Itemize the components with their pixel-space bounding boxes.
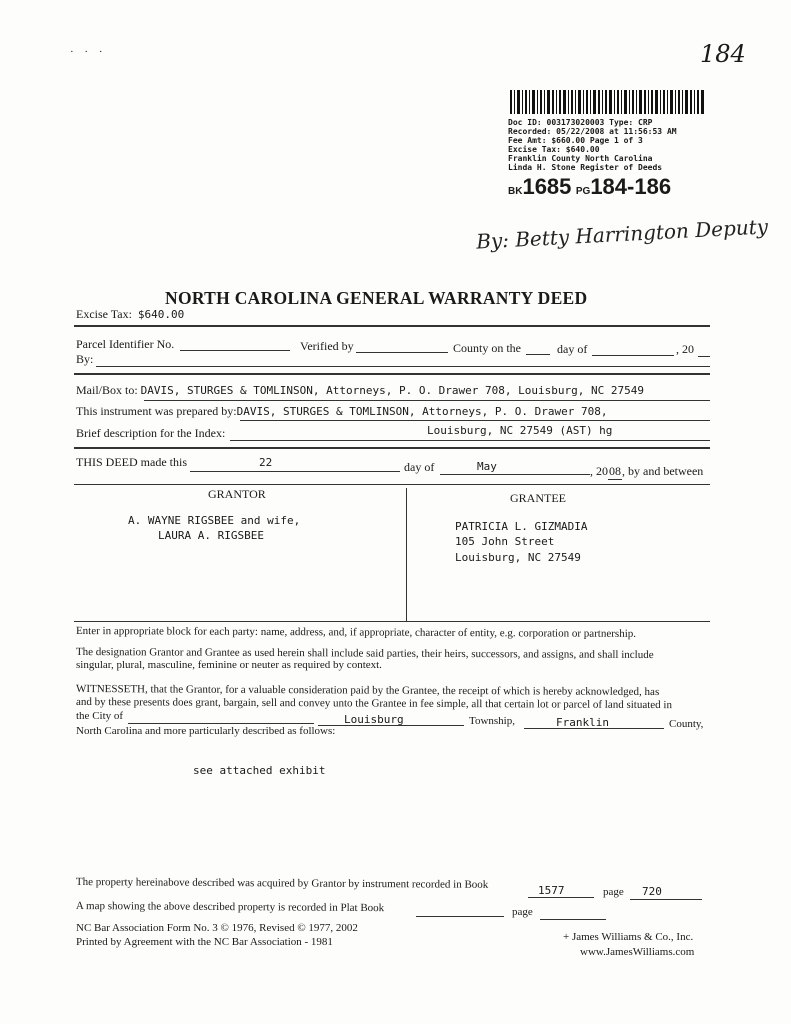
prepared-value-2: Louisburg, NC 27549 (AST) hg	[427, 424, 613, 437]
mail-label: Mail/Box to:	[76, 383, 138, 397]
register-stamp: Linda H. Stone Register of Deeds	[508, 163, 663, 172]
township-value: Louisburg	[344, 713, 404, 726]
printed-by: Printed by Agreement with the NC Bar Association - 1981	[76, 936, 333, 948]
deed-date-suffix: , by and between	[622, 464, 704, 478]
acquired-page: 720	[642, 885, 662, 898]
deed-year-value: 08	[609, 464, 621, 478]
exhibit-note: see attached exhibit	[193, 764, 326, 777]
verified-label: Verified by	[300, 339, 354, 353]
publisher-url: www.JamesWilliams.com	[580, 946, 695, 958]
map-text: A map showing the above described property is recorded in Plat Book	[75, 900, 385, 915]
township-label: Township,	[469, 715, 515, 727]
designation-line-1: The designation Grantor and Grantee as used herein shall include said parties, their heirs, successors, and assigns, and shall include	[75, 646, 654, 662]
county-day-line	[526, 354, 550, 355]
county-label: County on the	[453, 341, 521, 355]
fee-amount: Fee Amt: $660.00 Page 1 of 3	[508, 136, 643, 145]
day-line	[592, 355, 674, 356]
grantor-line-2: LAURA A. RIGSBEE	[158, 529, 264, 542]
prepared-value: DAVIS, STURGES & TOMLINSON, Attorneys, P. O. Drawer 708,	[236, 405, 608, 418]
city-line	[128, 723, 314, 724]
city-label: the City of	[76, 710, 124, 722]
deed-date-prefix: THIS DEED made this	[76, 455, 187, 469]
page-range: 184-186	[590, 174, 672, 199]
deed-month-line	[440, 474, 590, 475]
recording-stamp	[508, 118, 677, 172]
party-divider	[406, 488, 407, 622]
deed-year	[590, 464, 703, 480]
doc-id: Doc ID: 003173020003 Type: CRP	[508, 118, 653, 127]
acquired-text: The property hereinabove described was acquired by Grantor by instrument recorded in Book	[75, 876, 489, 891]
book-page	[508, 174, 671, 200]
divider-parcel	[74, 373, 710, 375]
prepared-line	[240, 420, 710, 421]
map-page-line	[540, 919, 606, 920]
year-label: , 20	[676, 342, 694, 356]
mail-line	[144, 400, 710, 401]
barcode	[508, 88, 706, 116]
witnesseth-line-4: North Carolina and more particularly described as follows:	[76, 725, 336, 737]
pg-label: PG	[575, 186, 591, 197]
grantor-heading: GRANTOR	[208, 487, 266, 501]
day-label: day of	[557, 342, 588, 356]
bk-label: BK	[508, 186, 523, 197]
deed-day: 22	[259, 456, 273, 469]
county-stamp: Franklin County North Carolina	[508, 154, 653, 163]
year-line	[698, 356, 710, 357]
divider-top	[74, 325, 710, 327]
parcel-id-label: Parcel Identifier No.	[76, 337, 175, 351]
form-number: NC Bar Association Form No. 3 © 1976, Revised © 1977, 2002	[76, 922, 358, 934]
deed-day-line	[190, 471, 400, 472]
excise-tax	[76, 307, 184, 322]
witnesseth-line-2: and by these presents does grant, bargain, sell and convey unto the Grantee in fee simple, all that certain lot or parcel of land situated in	[75, 696, 673, 712]
grantee-line-3: Louisburg, NC 27549	[455, 551, 581, 564]
acquired-book: 1577	[538, 884, 565, 897]
acquired-page-line	[630, 899, 702, 900]
by-line	[96, 366, 710, 367]
mail-row	[76, 383, 644, 398]
recorded-date: Recorded: 05/22/2008 at 11:56:53 AM	[508, 127, 677, 136]
deed-month: May	[477, 460, 497, 473]
publisher: + James Williams & Co., Inc.	[563, 931, 694, 943]
designation-line-2: singular, plural, masculine, feminine or neuter as required by context.	[76, 659, 382, 671]
divider-parties	[74, 484, 710, 485]
divider-brief	[74, 447, 710, 449]
prepared-label: This instrument was prepared by:	[76, 404, 237, 418]
county-value: Franklin	[556, 716, 609, 729]
grantor-line-1: A. WAYNE RIGSBEE and wife,	[128, 514, 301, 527]
county-label-2: County,	[669, 718, 704, 730]
deed-day-of: day of	[404, 460, 435, 474]
plat-book-line	[416, 916, 504, 917]
excise-tax-label: Excise Tax:	[76, 307, 132, 321]
instructions-text: Enter in appropriate block for each party: name, address, and, if appropriate, character of entity, e.g. corporation or partnership.	[75, 625, 637, 640]
grantee-line-1: PATRICIA L. GIZMADIA	[455, 520, 588, 533]
map-page-label: page	[512, 906, 533, 918]
deed-title: NORTH CAROLINA GENERAL WARRANTY DEED	[165, 288, 588, 308]
grantee-heading: GRANTEE	[510, 491, 566, 505]
verified-line	[356, 352, 448, 353]
book-line	[528, 897, 594, 898]
excise-stamp: Excise Tax: $640.00	[508, 145, 600, 154]
by-label: By:	[76, 352, 94, 366]
parcel-id-line	[180, 350, 290, 351]
excise-tax-value: $640.00	[137, 308, 185, 321]
brief-label: Brief description for the Index:	[76, 426, 226, 440]
brief-line	[230, 440, 710, 441]
deputy-signature: By: Betty Harrington Deputy	[475, 214, 769, 254]
corner-marks: · · ·	[70, 46, 107, 58]
page-number: 184	[700, 40, 746, 68]
witnesseth-line-1: WITNESSETH, that the Grantor, for a valuable consideration paid by the Grantee, the receipt of which is hereby acknowledged, has	[75, 683, 660, 699]
deed-year-prefix: , 20	[590, 464, 608, 478]
mail-value: DAVIS, STURGES & TOMLINSON, Attorneys, P. O. Drawer 708, Louisburg, NC 27549	[140, 384, 644, 397]
book-number: 1685	[522, 174, 572, 199]
acquired-page-label: page	[603, 886, 624, 898]
grantee-line-2: 105 John Street	[455, 535, 555, 548]
prepared-row	[76, 404, 608, 419]
divider-instructions	[74, 621, 710, 622]
